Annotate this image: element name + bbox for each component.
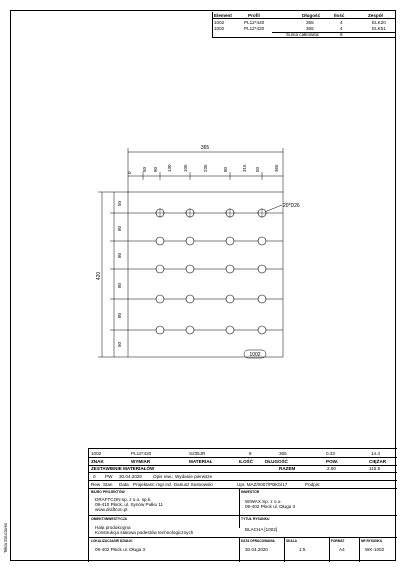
hole [156,295,164,303]
dim-left-1: 80 [117,225,122,231]
hole [156,237,164,245]
rev-desc: Wydanie pierwsze [175,474,213,479]
parts-row1-length: 365 [306,20,314,25]
mat-material: S235JR [189,451,206,456]
rev-number: 0 [93,474,96,479]
investor-label: INWESTOR [241,490,260,494]
hole-callout: 20*D26 [283,203,300,209]
scale-label: SKALA [286,539,297,543]
rev-header-signature: Podpis: [305,482,321,487]
location-value: 09-402 Płock ul. Długa 3 [95,547,146,552]
parts-header-assembly: Zespół [368,13,383,18]
number-value: WK-1002 [365,547,385,552]
rev-header-designer: Projektant: mgr inż. Dariusz Sosnowski [133,482,213,487]
parts-row2-element: 1002 [214,26,225,31]
hole [258,237,266,245]
mat-header-wymiar: WYMIAR [131,459,151,464]
rev-header-rew: Rew [91,482,101,487]
designer-line1: DRAFTCON sp. z o.o. sp.k. [95,497,152,502]
hole [258,265,266,273]
rev-header-data: Data [119,482,129,487]
parts-row2-assembly: ELK51 [372,26,386,31]
hole [186,295,194,303]
mat-header-material: MATERIAŁ [189,459,213,464]
rev-header-license: Upr. MAZ/0007/PBKb/17 [237,482,288,487]
dim-top-4: 105 [183,164,188,172]
dim-top-1: 50 [142,166,147,172]
dim-top-2: 80 [153,166,158,172]
summary-total-weight: 115.5 [369,466,381,471]
mat-area: 0.33 [326,451,335,456]
parts-header-element: Element [214,13,232,18]
investor-line2: 09-402 Płock ul. Długa 3 [245,504,296,509]
date-label: DATA OPRACOWANIA [241,539,275,543]
hole [258,326,266,334]
mat-qty: 8 [249,451,252,456]
summary-total-area: 2.60 [327,466,336,471]
mat-header-ilosc: ILOŚĆ [239,459,254,464]
hole [226,326,234,334]
dim-left-5: 50 [117,341,122,347]
plate-mark: 1002 [249,352,261,358]
hole [186,326,194,334]
scale-value: 1:5 [299,547,306,552]
investor-line1: WIWAX Sp. z o.o. [245,499,282,504]
hole [226,237,234,245]
dim-left-3: 80 [117,282,122,288]
title-label: TYTUŁ RYSUNKU [241,517,270,521]
dim-top-3: 130 [167,164,172,172]
mat-header-dlugosc: DŁUGOŚĆ [265,459,288,464]
dim-left-0: 50 [117,200,122,206]
parts-row2-profil: PL12*420 [244,26,265,31]
rev-header-stan: Stan [103,482,113,487]
mat-header-ciezar: CIĘŻAR [369,459,387,464]
dim-top-9: 365 [274,164,279,172]
dim-left-4: 80 [117,312,122,318]
hole [186,237,194,245]
mat-header-pow: POW. [326,459,338,464]
format-label: FORMAT [331,539,345,543]
parts-sum-value: 8 [340,32,343,37]
designer-label: BIURO PROJEKTÓW [91,490,125,494]
hole [226,265,234,273]
hole [156,265,164,273]
parts-row2-qty: 4 [340,26,343,31]
dim-top-total: 365 [200,145,210,151]
dim-top-7: 315 [242,164,247,172]
rev-author: PW [105,474,113,479]
date-value: 30.04.2020 [245,547,268,552]
designer-line2: 09-410 Płock, ul. Synów Pułku 11 [95,502,164,507]
dim-top-5: 235 [203,164,208,172]
dim-left-2: 80 [117,252,122,258]
parts-header-length: Długość [302,13,321,18]
parts-row1-assembly: ELK20 [372,20,386,25]
object-line1: Hala produkcyjna [95,525,131,530]
hole [258,295,266,303]
dim-top-8: 50 [255,166,260,172]
parts-sum-label: Suma całkowita: [286,32,320,37]
location-label: LOKALIZACJA/NR DZIAŁKI [91,539,133,543]
hole [226,295,234,303]
parts-header-profil: Profil [248,13,260,18]
object-line2: Konstrukcja stalowa podestów technologicznych [95,530,194,535]
rev-date: 30.04.2020 [119,474,142,479]
title-block [88,448,397,562]
dim-top-0: 0 [127,171,132,174]
parts-row1-element: 1002 [214,20,225,25]
parts-row1-profil: PL12*420 [244,20,265,25]
mat-length: 365 [279,451,287,456]
rev-desc-label: Opis rew.: [153,474,174,479]
object-label: OBIEKT/INWESTYCJA [91,517,127,521]
mat-profile: PL12*420 [131,451,152,456]
mat-header-znak: ZNAK [91,459,104,464]
mat-mark: 1002 [91,451,102,456]
hole [156,326,164,334]
hole [186,265,194,273]
dim-left-total: 420 [96,271,102,281]
mat-weight: 14.4 [371,451,380,456]
parts-header-qty: Ilość [334,13,345,18]
number-label: NR RYSUNKU [361,539,383,543]
parts-row1-qty: 4 [340,20,343,25]
designer-line3: www.draftcon.pl [95,507,128,512]
parts-row2-length: 365 [306,26,314,31]
dim-top-6: 80 [223,166,228,172]
title-value: BLACHA [1002] [245,527,278,532]
summary-label: ZESTAWIENIE MATERIAŁÓW [91,466,155,471]
software-label: Tekla Structures [3,522,8,553]
summary-total-label: RAZEM [279,466,296,471]
format-value: A4 [339,547,345,552]
